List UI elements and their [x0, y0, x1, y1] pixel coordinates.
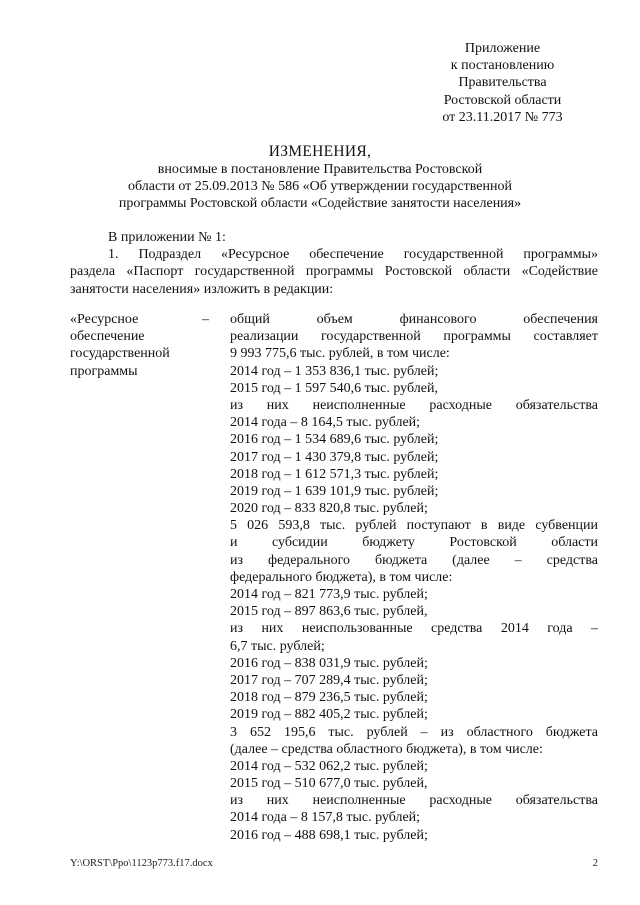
- label-line: государственной: [70, 346, 170, 362]
- content-line: 6,7 тыс. рублей;: [230, 638, 325, 654]
- content-line: 2019 год – 882 405,2 тыс. рублей;: [230, 707, 428, 723]
- content-line: 3 652 195,6 тыс. рублей – из областного бюджета: [230, 724, 598, 740]
- intro-paragraph: [70, 229, 598, 298]
- appendix-line: от 23.11.2017 № 773: [442, 109, 563, 125]
- content-line: 2014 года – 8 157,8 тыс. рублей;: [230, 810, 421, 826]
- intro-line: В приложении № 1:: [108, 230, 226, 245]
- subtitle-line: программы Ростовской области «Содействие занятости населения»: [118, 196, 522, 212]
- content-line: общий объем финансового обеспечения: [230, 312, 598, 327]
- title-block: [110, 142, 530, 213]
- content-line: из них неиспользованные средства 2014 года –: [230, 621, 598, 637]
- page-number: 2: [592, 858, 598, 869]
- content-line: 2016 год – 838 031,9 тыс. рублей;: [230, 655, 428, 671]
- table-content-cell: [230, 311, 598, 844]
- content-line: 2015 год – 510 677,0 тыс. рублей,: [230, 776, 428, 792]
- content-line: 2018 год – 879 236,5 тыс. рублей;: [230, 690, 428, 706]
- label-dash: –: [202, 312, 209, 327]
- content-line: 9 993 775,6 тыс. рублей, в том числе:: [230, 346, 450, 362]
- appendix-line: к постановлению: [450, 58, 555, 74]
- label-line: программы: [70, 363, 138, 379]
- document-title: ИЗМЕНЕНИЯ,: [268, 143, 372, 160]
- appendix-line: Правительства: [458, 75, 547, 91]
- file-path: Y:\ORST\Ppo\1123p773.f17.docx: [70, 858, 213, 869]
- content-line: из них неисполненные расходные обязательства: [230, 793, 598, 809]
- content-line: из федерального бюджета (далее – средства: [230, 552, 598, 568]
- label-line: «Ресурсное: [70, 312, 139, 327]
- intro-line: занятости населения» изложить в редакции:: [70, 281, 334, 297]
- content-line: 2015 год – 1 597 540,6 тыс. рублей,: [230, 380, 438, 396]
- document-subtitle: [110, 161, 530, 213]
- content-line: 2016 год – 488 698,1 тыс. рублей;: [230, 827, 428, 843]
- content-line: 2014 год – 821 773,9 тыс. рублей;: [230, 587, 428, 602]
- appendix-line: Ростовской области: [443, 92, 562, 108]
- intro-line: 1. Подраздел «Ресурсное обеспечение государственной программы»: [108, 247, 598, 263]
- table-label-cell: [70, 311, 210, 380]
- appendix-header: [405, 40, 600, 126]
- content-line: 2016 год – 1 534 689,6 тыс. рублей;: [230, 432, 439, 448]
- intro-line: раздела «Паспорт государственной программы Ростовской области «Содействие: [70, 264, 598, 280]
- content-line: федерального бюджета), в том числе:: [230, 569, 453, 585]
- subtitle-line: вносимые в постановление Правительства Ростовской: [157, 162, 483, 177]
- content-line: 2017 год – 1 430 379,8 тыс. рублей;: [230, 449, 439, 465]
- content-line: 2014 год – 1 353 836,1 тыс. рублей;: [230, 363, 439, 379]
- content-line: 2014 год – 532 062,2 тыс. рублей;: [230, 758, 428, 774]
- content-line: реализации государственной программы составляет: [230, 329, 598, 345]
- content-line: 2015 год – 897 863,6 тыс. рублей,: [230, 604, 428, 620]
- content-line: 2018 год – 1 612 571,3 тыс. рублей;: [230, 466, 439, 482]
- content-line: 2019 год – 1 639 101,9 тыс. рублей;: [230, 483, 439, 499]
- content-line: 2014 года – 8 164,5 тыс. рублей;: [230, 415, 421, 431]
- subtitle-line: области от 25.09.2013 № 586 «Об утверждении государственной: [128, 179, 512, 195]
- content-line: 2020 год – 833 820,8 тыс. рублей;: [230, 501, 428, 517]
- content-line: 2017 год – 707 289,4 тыс. рублей;: [230, 672, 428, 688]
- content-line: 5 026 593,8 тыс. рублей поступают в виде субвенции: [230, 518, 598, 534]
- label-line: обеспечение: [70, 329, 145, 345]
- content-line: (далее – средства областного бюджета), в том числе:: [230, 741, 543, 757]
- appendix-line: Приложение: [464, 41, 541, 56]
- content-line: и субсидии бюджету Ростовской области: [230, 535, 598, 551]
- content-line: из них неисполненные расходные обязательства: [230, 397, 598, 413]
